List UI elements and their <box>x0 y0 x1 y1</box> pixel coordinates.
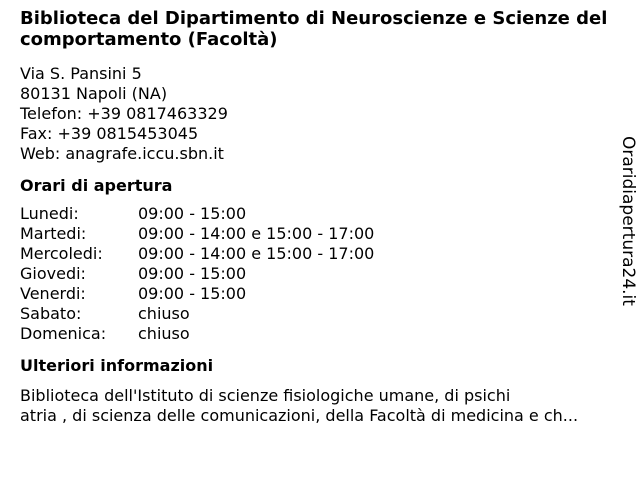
website: Web: anagrafe.iccu.sbn.it <box>20 144 224 163</box>
site-watermark: Oraridiapertura24.it <box>618 136 638 306</box>
fax-number: Fax: +39 0815453045 <box>20 124 199 143</box>
day-label: Giovedi: <box>20 264 86 283</box>
address-block <box>20 64 620 164</box>
time-value: chiuso <box>138 304 190 323</box>
day-label: Domenica: <box>20 324 107 343</box>
day-label: Martedi: <box>20 224 87 243</box>
hours-row-tuesday <box>20 224 620 244</box>
more-info-line-1: Biblioteca dell'Istituto di scienze fisiologiche umane, di psichi <box>20 386 511 405</box>
city-address: 80131 Napoli (NA) <box>20 84 168 103</box>
page-title: Biblioteca del Dipartimento di Neuroscienze e Scienze del comportamento (Facoltà) <box>20 8 608 50</box>
day-label: Mercoledi: <box>20 244 103 263</box>
more-info-title: Ulteriori informazioni <box>20 356 214 375</box>
time-value: 09:00 - 15:00 <box>138 284 247 303</box>
time-value: 09:00 - 15:00 <box>138 204 247 223</box>
time-value: 09:00 - 14:00 e 15:00 - 17:00 <box>138 244 375 263</box>
hours-row-saturday <box>20 304 620 324</box>
hours-row-monday <box>20 204 620 224</box>
phone-number: Telefon: +39 0817463329 <box>20 104 228 123</box>
library-details <box>20 8 620 426</box>
time-value: 09:00 - 15:00 <box>138 264 247 283</box>
opening-hours-table <box>20 204 620 344</box>
hours-row-wednesday <box>20 244 620 264</box>
street-address: Via S. Pansini 5 <box>20 64 142 83</box>
opening-hours-title: Orari di apertura <box>20 176 173 195</box>
more-info-line-2: atria , di scienza delle comunicazioni, della Facoltà di medicina e ch... <box>20 406 579 425</box>
day-label: Venerdi: <box>20 284 86 303</box>
day-label: Lunedi: <box>20 204 79 223</box>
hours-row-friday <box>20 284 620 304</box>
hours-row-sunday <box>20 324 620 344</box>
more-info-text <box>20 386 630 426</box>
time-value: chiuso <box>138 324 190 343</box>
hours-row-thursday <box>20 264 620 284</box>
day-label: Sabato: <box>20 304 82 323</box>
time-value: 09:00 - 14:00 e 15:00 - 17:00 <box>138 224 375 243</box>
